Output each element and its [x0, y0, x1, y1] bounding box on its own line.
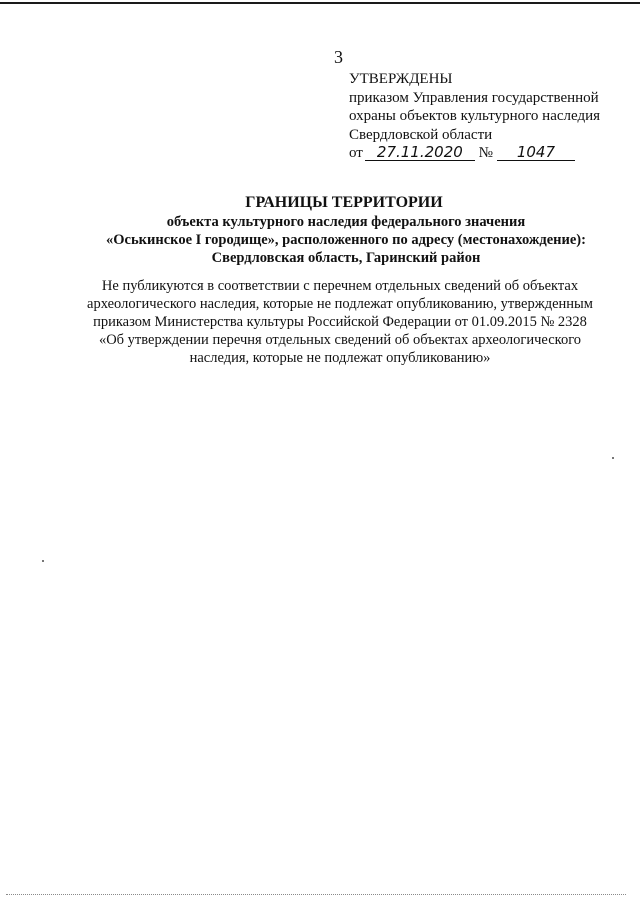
- notice-line-3: приказом Министерства культуры Российской Федерации от 01.09.2015 № 2328: [93, 314, 587, 330]
- scan-top-edge: [0, 2, 640, 4]
- handwritten-date: 27.11.2020: [365, 145, 475, 161]
- notice-line-2: археологического наследия, которые не подлежат опубликованию, утвержденным: [87, 296, 593, 312]
- notice-line-4: «Об утверждении перечня отдельных сведений об объектах археологического: [98, 332, 582, 348]
- publication-notice: [60, 277, 620, 367]
- notice-line-5: наследия, которые не подлежат опубликованию»: [189, 350, 491, 366]
- document-title: [0, 193, 640, 267]
- approval-line-1: приказом Управления государственной: [349, 89, 599, 106]
- title-line-2: «Оськинское I городище», расположенного по адресу (местонахождение):: [106, 232, 586, 248]
- scan-speck: [42, 560, 44, 562]
- scan-bottom-edge: [6, 894, 626, 901]
- approval-line-3: Свердловской области: [349, 126, 493, 143]
- number-sign: №: [478, 145, 493, 161]
- title-main: ГРАНИЦЫ ТЕРРИТОРИИ: [245, 194, 443, 211]
- title-line-1: объекта культурного наследия федерального значения: [166, 214, 526, 230]
- date-prefix: от: [349, 145, 363, 161]
- approval-date-line: [349, 144, 619, 163]
- notice-line-1: Не публикуются в соответствии с перечнем отдельных сведений об объектах: [101, 278, 579, 294]
- approval-heading: УТВЕРЖДЕНЫ: [349, 71, 453, 87]
- scan-speck: [612, 457, 614, 459]
- approval-line-2: охраны объектов культурного наследия: [349, 108, 601, 124]
- title-line-3: Свердловская область, Гаринский район: [211, 250, 481, 266]
- approval-stamp: [349, 70, 619, 163]
- page-number: 3: [334, 47, 343, 67]
- handwritten-number: 1047: [497, 145, 575, 161]
